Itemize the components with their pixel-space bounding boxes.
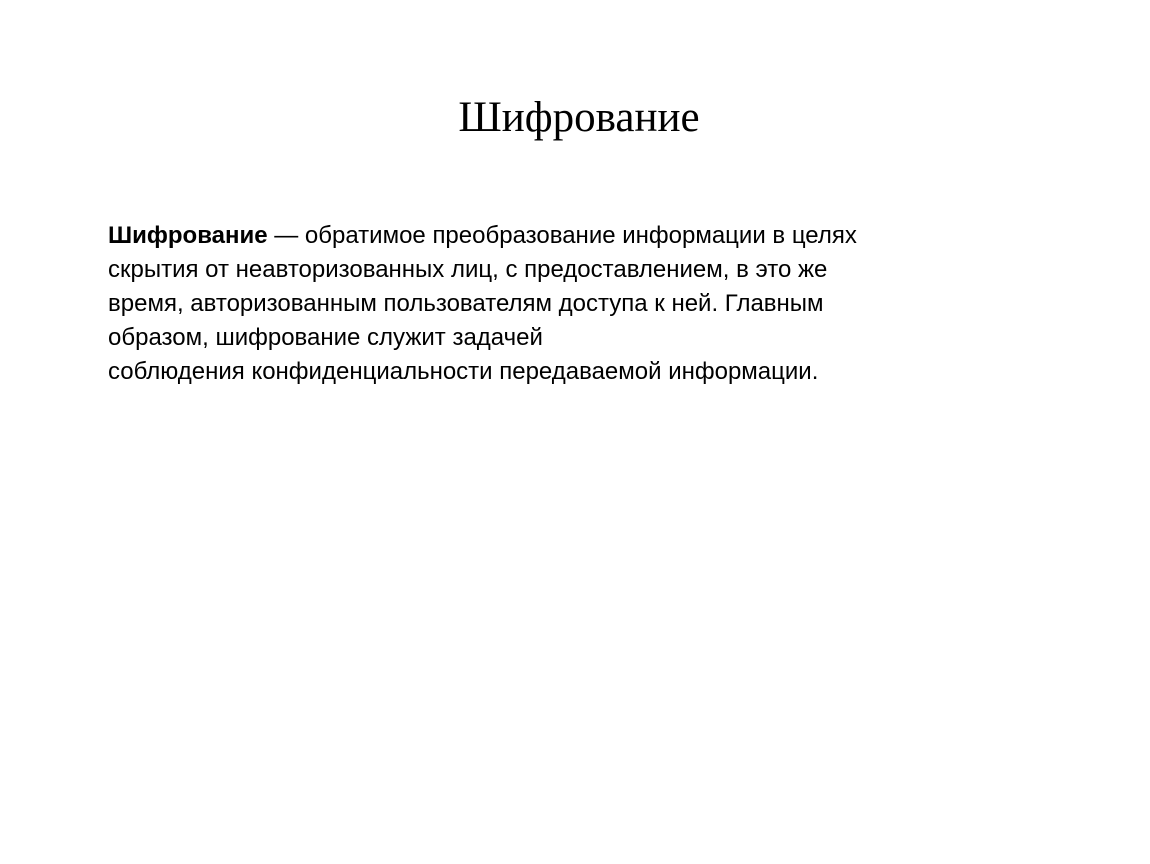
definition-line-3: время, авторизованным пользователям доступа к ней. Главным <box>108 290 824 317</box>
definition-line-2: скрытия от неавторизованных лиц, с предоставлением, в это же <box>108 256 828 283</box>
definition-term: Шифрование <box>108 222 268 249</box>
definition-line-1-text: — обратимое преобразование информации в целях <box>267 222 857 249</box>
definition-paragraph <box>108 219 968 389</box>
slide-title: Шифрование <box>458 94 700 141</box>
definition-line-1 <box>108 219 968 253</box>
definition-line-5: соблюдения конфиденциальности передаваемой информации. <box>108 358 819 385</box>
definition-line-4: образом, шифрование служит задачей <box>108 324 543 351</box>
